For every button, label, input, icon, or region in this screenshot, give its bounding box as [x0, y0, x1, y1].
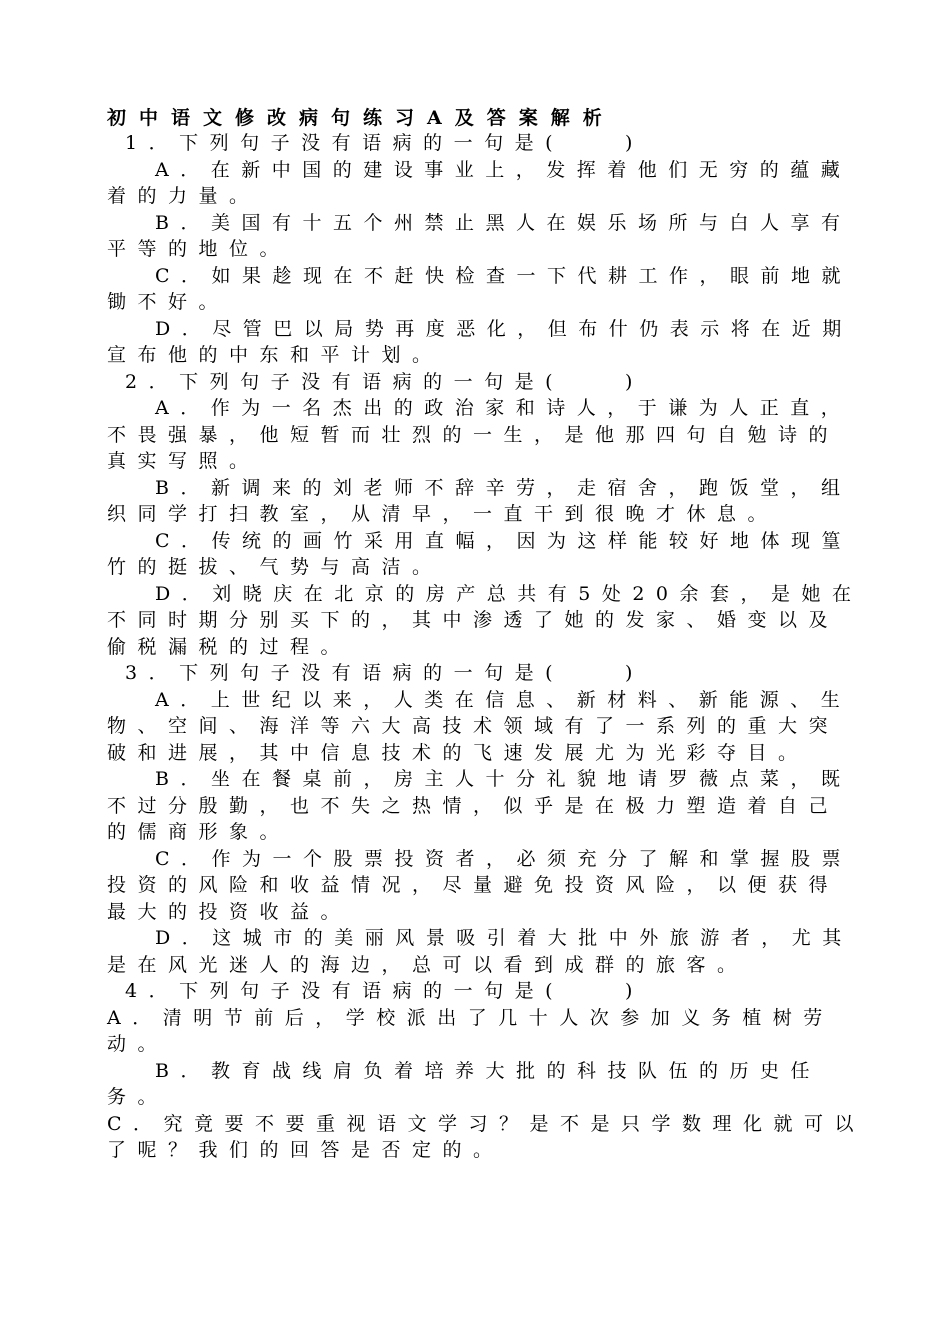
question-4-stem: 4．下列句子没有语病的一句是( ): [125, 980, 644, 1002]
question-2-stem: 2．下列句子没有语病的一句是( ): [125, 370, 644, 393]
question-4-option-b: B．教育战线肩负着培养大批的科技队伍的历史任务。: [107, 1059, 821, 1108]
question-3-stem: 3．下列句子没有语病的一句是( ): [125, 662, 644, 684]
question-3-option-b: B．坐在餐桌前，房主人十分礼貌地请罗薇点菜，既不过分殷勤，也不失之热情，似乎是在极力塑造着自己的儒商形象。: [107, 768, 852, 843]
question-2-option-c: C．传统的画竹采用直幅，因为这样能较好地体现篁竹的挺拔、气势与高洁。: [107, 529, 853, 578]
question-1-option-d: D．尽管巴以局势再度恶化，但布什仍表示将在近期宣布他的中东和平计划。: [107, 317, 853, 366]
question-2-option-b: B．新调来的刘老师不辞辛劳，走宿舍，跑饭堂，组织同学打扫教室，从清早，一直干到很晚才休息。: [107, 476, 852, 525]
question-4-option-c: C．究竟要不要重视语文学习？是不是只学数理化就可以了呢？我们的回答是否定的。: [107, 1112, 866, 1161]
question-3-option-a: A．上世纪以来，人类在信息、新材料、新能源、生物、空间、海洋等六大高技术领域有了一系列的重大突破和进展，其中信息技术的飞速发展尤为光彩夺目。: [107, 688, 852, 764]
question-1-option-a: A．在新中国的建设事业上，发挥着他们无穷的蕴藏着的力量。: [107, 158, 852, 207]
document-title: 初中语文修改病句练习A及答案解析: [107, 107, 615, 129]
question-1-option-c: C．如果趁现在不赶快检查一下代耕工作，眼前地就锄不好。: [107, 264, 853, 313]
question-2-option-d: D．刘晓庆在北京的房产总共有5处20余套，是她在不同时期分别买下的，其中渗透了她的发家、婚变以及偷税漏税的过程。: [107, 582, 863, 658]
question-list: [107, 130, 867, 1164]
question-4-option-a: A．清明节前后，学校派出了几十人次参加义务植树劳动。: [107, 1006, 834, 1055]
question-1-stem: 1．下列句子没有语病的一句是( ): [125, 132, 644, 154]
question-2-option-a: A．作为一名杰出的政治家和诗人，于谦为人正直，不畏强暴，他短暂而壮烈的一生，是他那四句自勉诗的真实写照。: [107, 397, 852, 472]
question-1-option-b: B．美国有十五个州禁止黑人在娱乐场所与白人享有平等的地位。: [107, 211, 852, 260]
question-3-option-d: D．这城市的美丽风景吸引着大批中外旅游者，尤其是在风光迷人的海边，总可以看到成群的旅客。: [107, 927, 853, 976]
question-3-option-c: C．作为一个股票投资者，必须充分了解和掌握股票投资的风险和收益情况，尽量避免投资风险，以便获得最大的投资收益。: [107, 847, 853, 923]
